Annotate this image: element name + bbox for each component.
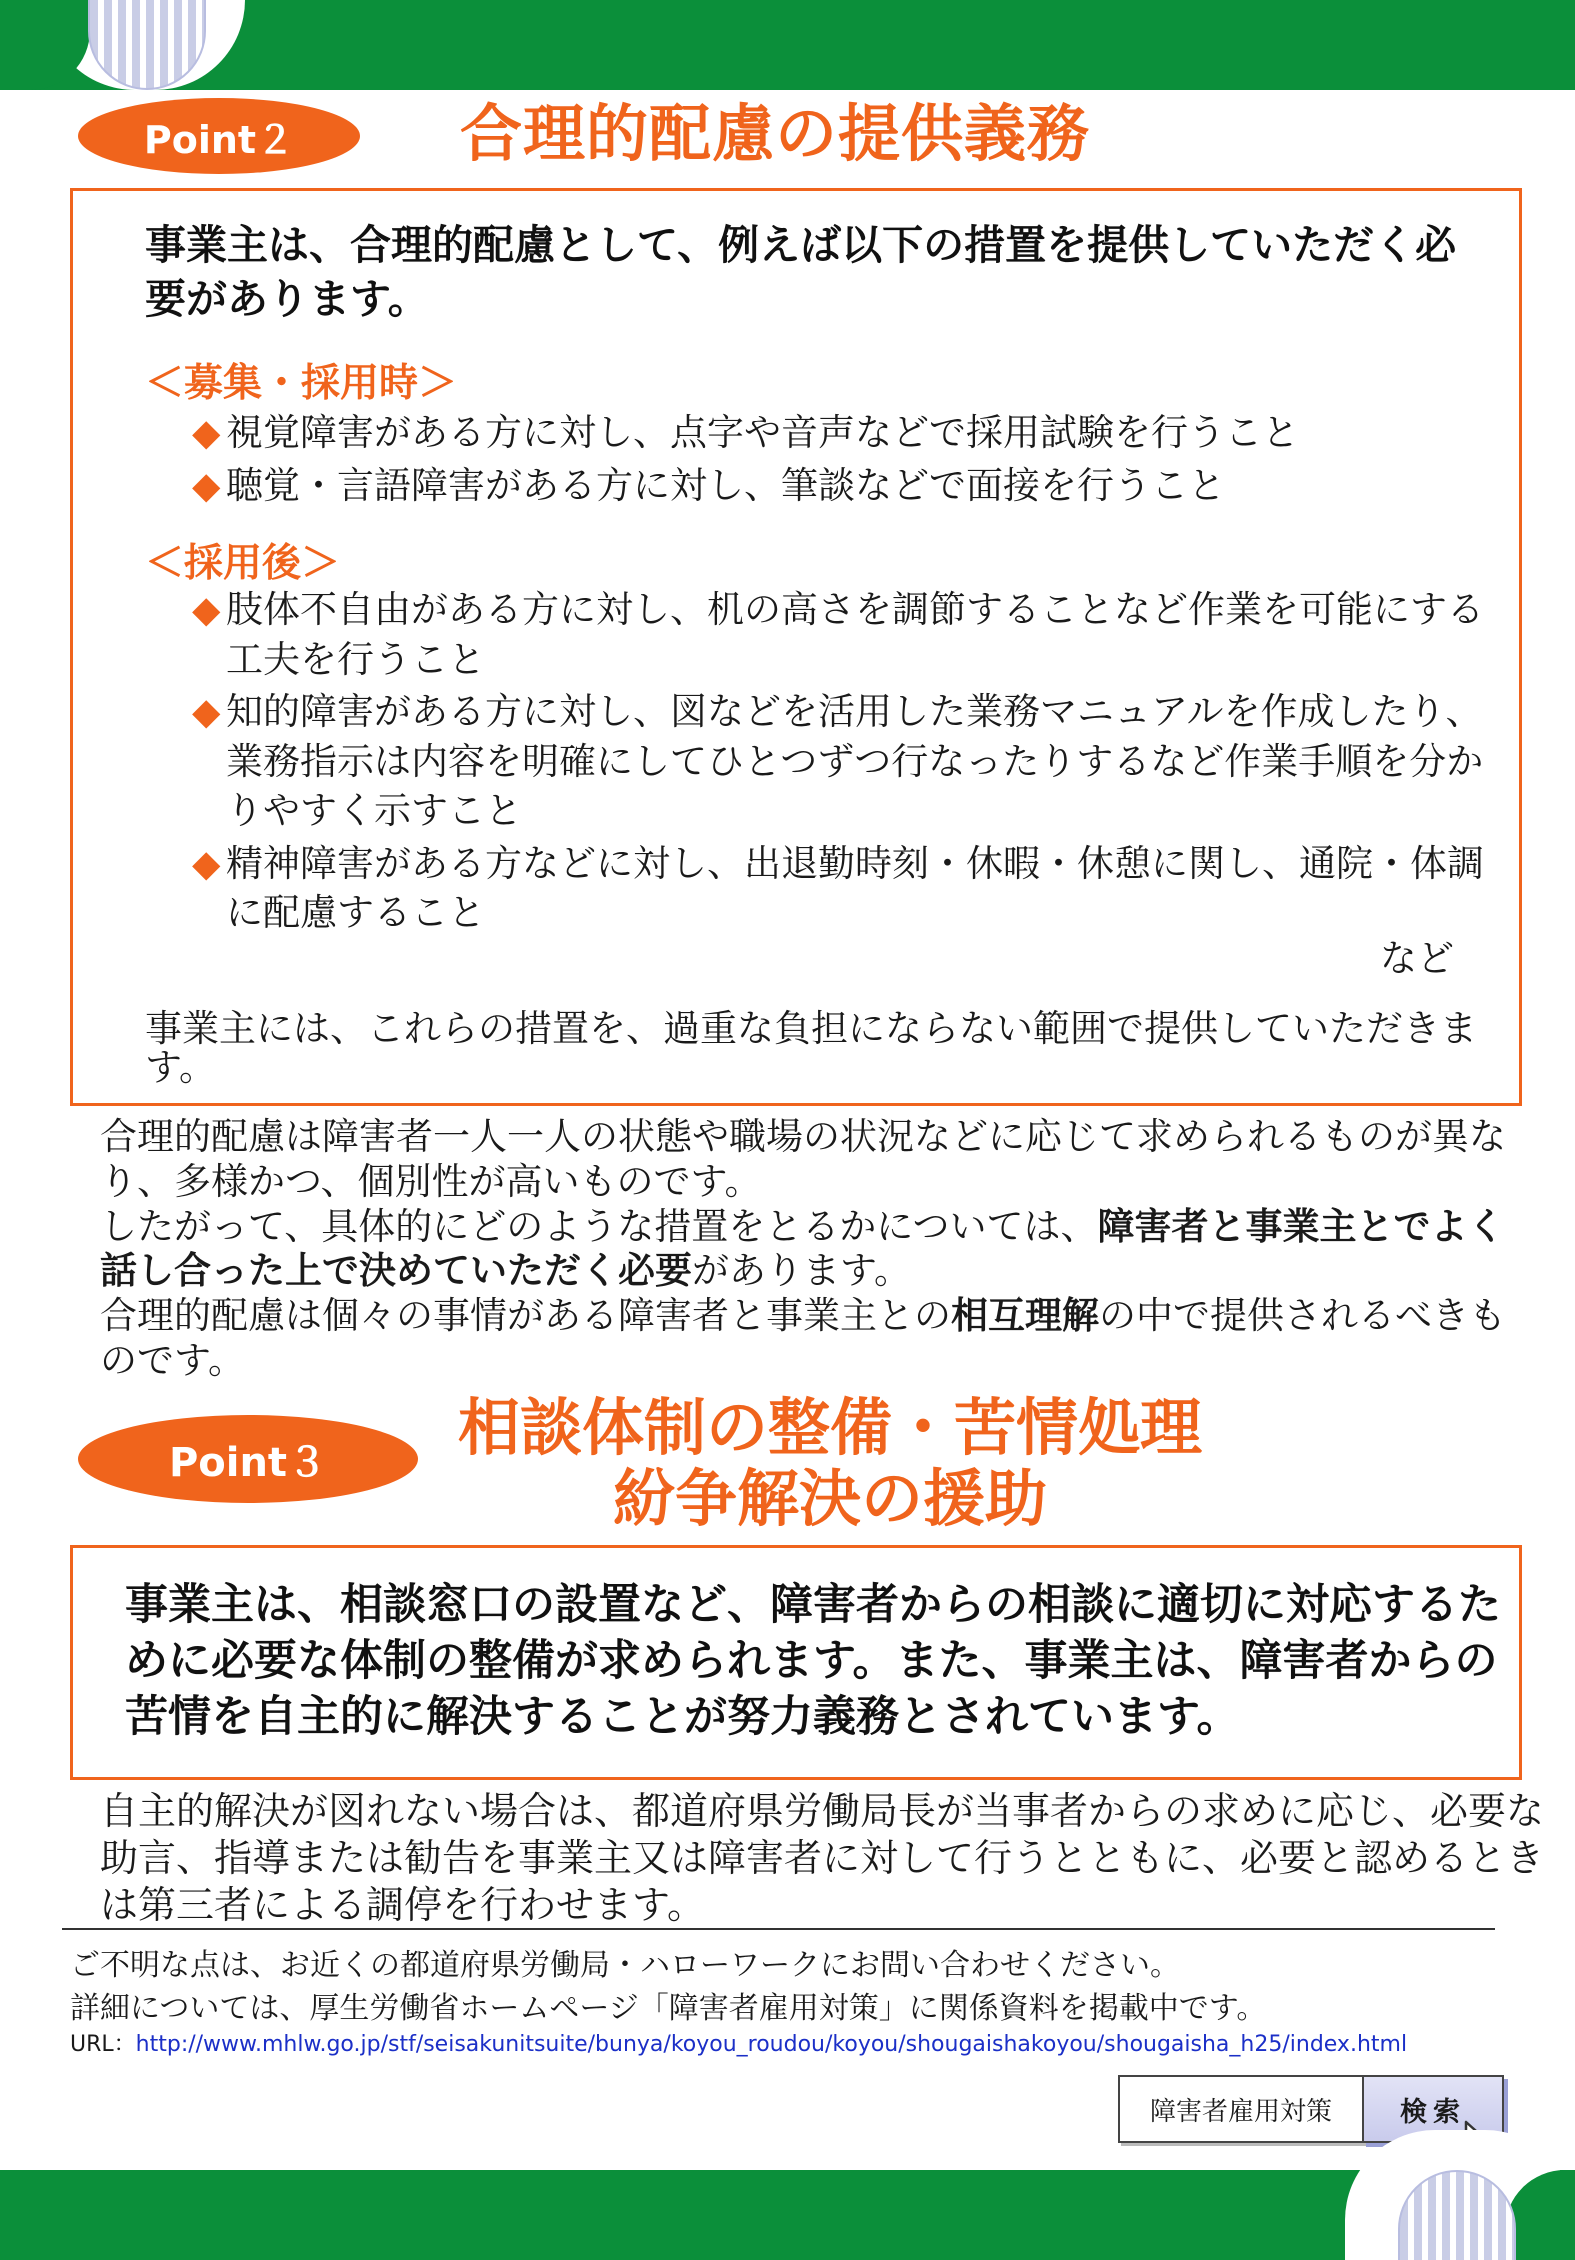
search-button[interactable]: 検索 [1362,2075,1504,2143]
point3-title-line1: 相談体制の整備・苦情処理 [457,1391,1202,1464]
contact-line: 詳細については、厚生労働省ホームページ「障害者雇用対策」に関係資料を掲載中です。 [70,1990,1267,2026]
diamond-bullet-icon: ◆ [192,690,221,734]
list-item [192,408,1492,458]
point2-badge: Point２ [78,98,360,174]
emphasis-text: 相互理解 [951,1294,1099,1338]
point2-closing: 事業主には、これらの措置を、過重な負担にならない範囲で提供していただきます。 [145,1007,1477,1089]
list-item-text: 肢体不自由がある方に対し、机の高さを調節することなど作業を可能にする工夫を行うこと [226,588,1484,681]
diamond-bullet-icon: ◆ [192,588,221,631]
list-item [192,585,1492,684]
list-item [192,687,1492,836]
search-input[interactable]: 障害者雇用対策 [1118,2075,1364,2143]
point2-lead: 事業主は、合理的配慮として、例えば以下の措置を提供していただく必要があります。 [145,221,1457,324]
url-line [70,2027,1407,2058]
contact-line: ご不明な点は、お近くの都道府県労働局・ハローワークにお問い合わせください。 [70,1948,1180,1983]
etc-label: など [1380,937,1454,980]
emphasis-text: 障害者と事業主とでよく話し合った上で決めていただく必要 [100,1204,1505,1293]
list-item-text: 聴覚・言語障害がある方に対し、筆談などで面接を行うこと [226,463,1225,507]
divider [62,1928,1495,1930]
diamond-bullet-icon: ◆ [192,463,221,507]
url-label: URL： [70,2032,136,2057]
diamond-bullet-icon: ◆ [192,411,221,454]
point3-lead: 事業主は、相談窓口の設置など、障害者からの相談に適切に対応するために必要な体制の整備が求められます。また、事業主は、障害者からの苦情を自主的に解決することが努力義務とされています。 [125,1580,1501,1742]
recruit-list [192,408,1492,513]
explanation-paragraph [100,1115,1520,1384]
list-item [192,461,1492,511]
list-item [192,839,1492,938]
bottom-decorative-band [0,2170,1575,2260]
resource-link[interactable]: http://www.mhlw.go.jp/stf/seisakunitsuite/bunya/koyou_roudou/koyou/shougaishakoyou/shougaisha_h25/index.html [135,2032,1408,2057]
list-item-text: 精神障害がある方などに対し、出退勤時刻・休暇・休憩に関し、通院・体調に配慮すること [226,841,1484,935]
point3-title-line2: 紛争解決の援助 [612,1462,1047,1536]
point3-badge: Point３ [78,1415,418,1503]
list-item-text: 視覚障害がある方に対し、点字や音声などで採用試験を行うこと [226,411,1299,454]
point3-title [420,1392,1240,1535]
explanation-line: したがって、具体的にどのような措置をとるかについては、障害者と事業主とでよく話し合った上で決めていただく必要があります。 [100,1204,1505,1293]
contact-info [70,1945,1266,2031]
point3-note: 自主的解決が図れない場合は、都道府県労働局長が当事者からの求めに応じ、必要な助言、指導または勧告を事業主又は障害者に対して行うとともに、必要と認めるときは第三者による調停を行わせます。 [100,1789,1545,1928]
diamond-bullet-icon: ◆ [192,841,221,885]
explanation-line: 合理的配慮は障害者一人一人の状態や職場の状況などに応じて求められるものが異なり、多様かつ、個別性が高いものです。 [100,1115,1506,1203]
point2-title: 合理的配慮の提供義務 [460,97,1091,170]
after-hire-heading: ＜採用後＞ [145,541,341,586]
after-hire-list [192,585,1492,941]
recruit-heading: ＜募集・採用時＞ [145,361,458,406]
list-item-text: 知的障害がある方に対し、図などを活用した業務マニュアルを作成したり、業務指示は内容を明確にしてひとつずつ行なったりするなど作業手順を分かりやすく示すこと [226,690,1484,833]
explanation-line: 合理的配慮は個々の事情がある障害者と事業主との相互理解の中で提供されるべきものです。 [100,1294,1506,1382]
